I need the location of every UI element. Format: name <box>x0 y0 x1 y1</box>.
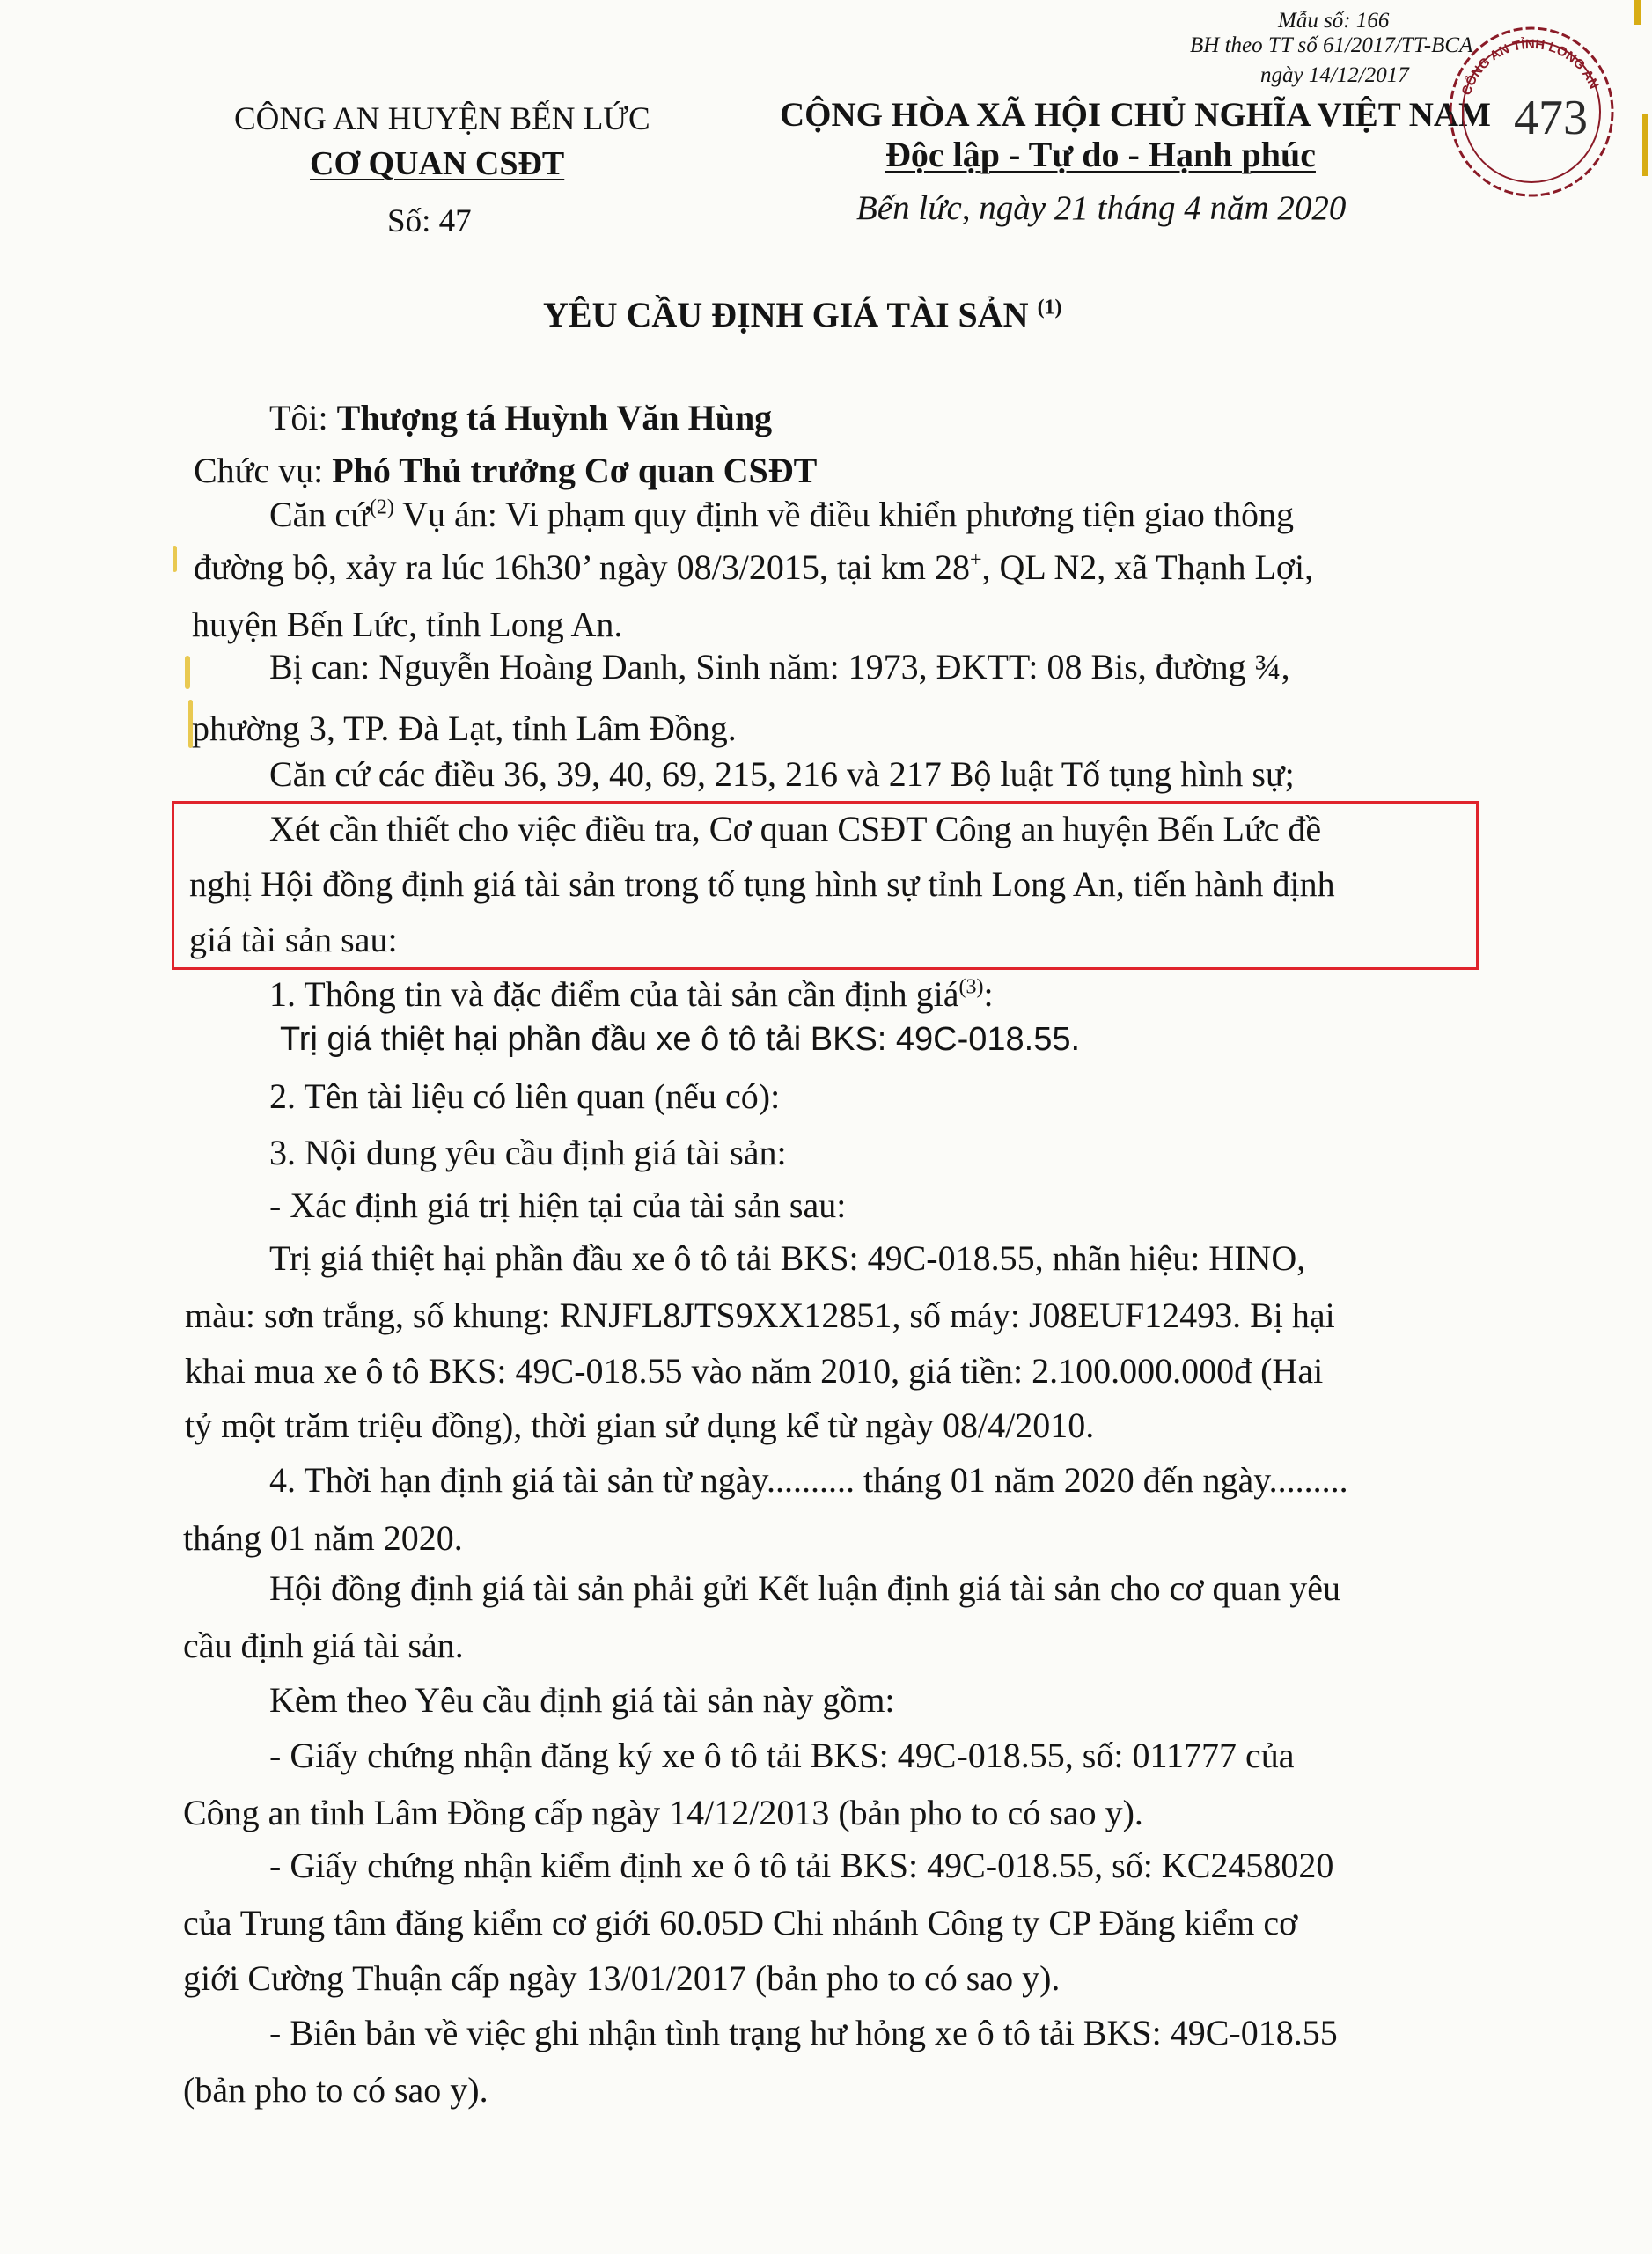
cancu-text: Vụ án: Vi phạm quy định về điều khiển phương tiện giao thông <box>393 495 1295 534</box>
stamp-ring-text: CÔNG AN TỈNH LONG AN <box>1458 36 1602 98</box>
attachment-3-line-1: - Biên bản về việc ghi nhận tình trạng hư hỏng xe ô tô tải BKS: 49C-018.55 <box>269 2013 1338 2052</box>
km-superscript: + <box>969 548 982 572</box>
cancu-line-2 <box>194 547 1314 587</box>
chucvu-label: Chức vụ: <box>194 451 333 490</box>
agency-name: CƠ QUAN CSĐT <box>310 145 565 182</box>
hoidong-line-2: cầu định giá tài sản. <box>183 1626 464 1665</box>
attachment-2-line-3: giới Cường Thuận cấp ngày 13/01/2017 (bản pho to có sao y). <box>183 1958 1061 1998</box>
desc-line-4: tỷ một trăm triệu đồng), thời gian sử dụng kể từ ngày 08/4/2010. <box>185 1406 1095 1445</box>
desc-line-2: màu: sơn trắng, số khung: RNJFL8JTS9XX12851, số máy: J08EUF12493. Bị hại <box>185 1296 1335 1335</box>
cancu-line-1 <box>269 497 1294 532</box>
desc-line-1: Trị giá thiệt hại phần đầu xe ô tô tải BKS: 49C-018.55, nhãn hiệu: HINO, <box>269 1238 1306 1278</box>
attachment-1-line-1: - Giấy chứng nhận đăng ký xe ô tô tải BKS: 49C-018.55, số: 011777 của <box>269 1736 1295 1775</box>
stamp-number: 473 <box>1514 91 1588 145</box>
chucvu-value: Phó Thủ trưởng Cơ quan CSĐT <box>332 451 818 490</box>
country-name: CỘNG HÒA XÃ HỘI CHỦ NGHĨA VIỆT NAM <box>780 96 1491 134</box>
chucvu-line <box>194 453 817 488</box>
item-3-line: 3. Nội dung yêu cầu định giá tài sản: <box>269 1133 787 1172</box>
hoidong-line-1: Hội đồng định giá tài sản phải gửi Kết luận định giá tài sản cho cơ quan yêu <box>269 1568 1341 1608</box>
attachment-2-line-1: - Giấy chứng nhận kiểm định xe ô tô tải BKS: 49C-018.55, số: KC2458020 <box>269 1846 1334 1885</box>
desc-line-3: khai mua xe ô tô BKS: 49C-018.55 vào năm 2010, giá tiền: 2.100.000.000đ (Hai <box>185 1351 1324 1391</box>
item-4-line-2: tháng 01 năm 2020. <box>183 1518 463 1558</box>
toi-value: Thượng tá Huỳnh Văn Hùng <box>336 398 773 437</box>
cancu-label: Căn cứ <box>269 495 370 534</box>
item-3-sub: - Xác định giá trị hiện tại của tài sản sau: <box>269 1186 847 1225</box>
cancu-line-3: huyện Bến Lức, tỉnh Long An. <box>192 605 623 644</box>
form-date: ngày 14/12/2017 <box>1260 63 1409 87</box>
national-motto: Độc lập - Tự do - Hạnh phúc <box>885 135 1316 174</box>
item-2-line: 2. Tên tài liệu có liên quan (nếu có): <box>269 1076 781 1116</box>
item-4-line-1: 4. Thời hạn định giá tài sản từ ngày.......... tháng 01 năm 2020 đến ngày......... <box>269 1460 1348 1500</box>
form-reference: BH theo TT số 61/2017/TT-BCA <box>1190 33 1473 57</box>
margin-mark <box>173 546 177 572</box>
form-number: Mẫu số: 166 <box>1278 9 1390 33</box>
edge-mark <box>1642 114 1648 176</box>
kemtheo-line: Kèm theo Yêu cầu định giá tài sản này gồm: <box>269 1680 895 1720</box>
attachment-3-line-2: (bản pho to có sao y). <box>183 2070 488 2110</box>
toi-line <box>269 400 772 436</box>
cancu-text: , QL N2, xã Thạnh Lợi, <box>981 547 1314 587</box>
item-1-colon: : <box>983 974 994 1014</box>
edge-mark <box>1634 0 1641 25</box>
item-1-line <box>269 974 994 1014</box>
title-text: YÊU CẦU ĐỊNH GIÁ TÀI SẢN <box>543 295 1029 334</box>
document-title <box>543 294 1062 335</box>
cancu-text: đường bộ, xảy ra lúc 16h30’ ngày 08/3/2015, tại km 28 <box>194 547 970 587</box>
place-date: Bến lức, ngày 21 tháng 4 năm 2020 <box>856 189 1347 227</box>
xet-line-2: nghị Hội đồng định giá tài sản trong tố tụng hình sự tỉnh Long An, tiến hành định <box>189 864 1335 904</box>
cancu-footnote: (2) <box>369 496 394 519</box>
item-1-value: Trị giá thiệt hại phần đầu xe ô tô tải BKS: 49C-018.55. <box>280 1021 1081 1058</box>
agency-top: CÔNG AN HUYỆN BẾN LỨC <box>234 101 650 137</box>
stamp-seal <box>1443 19 1619 204</box>
margin-mark <box>185 656 190 689</box>
bican-line-1: Bị can: Nguyễn Hoàng Danh, Sinh năm: 1973, ĐKTT: 08 Bis, đường ¾, <box>269 647 1290 686</box>
item-1-text: 1. Thông tin và đặc điểm của tài sản cần định giá <box>269 974 959 1014</box>
title-footnote: (1) <box>1037 296 1062 319</box>
attachment-2-line-2: của Trung tâm đăng kiểm cơ giới 60.05D Chi nhánh Công ty CP Đăng kiểm cơ <box>183 1903 1298 1942</box>
cancu-dieu-line: Căn cứ các điều 36, 39, 40, 69, 215, 216 và 217 Bộ luật Tố tụng hình sự; <box>269 754 1295 794</box>
xet-line-1: Xét cần thiết cho việc điều tra, Cơ quan CSĐT Công an huyện Bến Lức đề <box>269 809 1322 848</box>
xet-line-3: giá tài sản sau: <box>189 920 398 959</box>
toi-label: Tôi: <box>269 398 337 437</box>
item-1-footnote: (3) <box>958 975 984 999</box>
bican-line-2: phường 3, TP. Đà Lạt, tỉnh Lâm Đồng. <box>192 709 737 748</box>
document-number: Số: 47 <box>387 203 472 239</box>
attachment-1-line-2: Công an tỉnh Lâm Đồng cấp ngày 14/12/2013 (bản pho to có sao y). <box>183 1793 1143 1832</box>
